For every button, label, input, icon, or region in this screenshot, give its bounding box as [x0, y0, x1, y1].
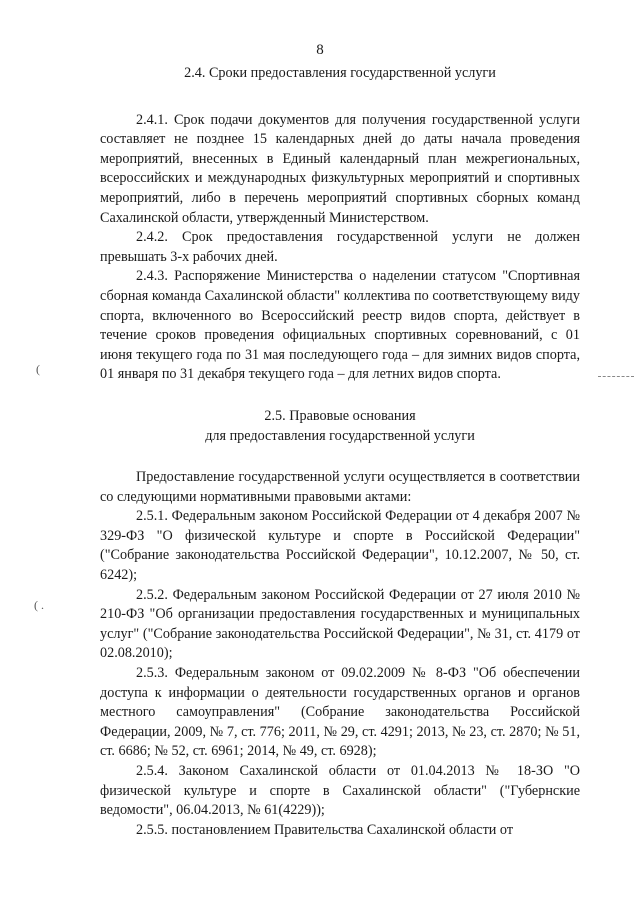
- paragraph: 2.4.1. Срок подачи документов для получения государственной услуги составляет не позднее 15 календарных дней до даты начала проведения мероприятий, внесенных в Единый календарный план межрегиональных, всероссийских и международных физкультурных мероприятий и спортивных мероприятий, либо в перечень мероприятий спортивных сборных команд Сахалинской области, утвержденный Министерством.: [100, 111, 580, 226]
- paragraph: 2.4.2. Срок предоставления государственной услуги не должен превышать 3-х рабочих дней.: [100, 229, 580, 265]
- paragraph: 2.5.3. Федеральным законом от 09.02.2009 № 8-ФЗ "Об обеспечении доступа к информации о деятельности государственных органов и органов местного самоуправления" (Собрание законодательства Российской Федерации, 2009, № 7, ст. 776; 2011, № 29, ст. 4291; 2013, № 23, ст. 2870; № 51, ст. 6686; № 52, ст. 6961; 2014, № 49, ст. 6928);: [100, 665, 580, 760]
- paragraph: 2.5.5. постановлением Правительства Сахалинской области от: [136, 821, 514, 838]
- document-body: [100, 64, 580, 840]
- section-heading: для предоставления государственной услуги: [205, 427, 475, 444]
- section-heading: 2.5. Правовые основания: [264, 407, 416, 424]
- paragraph: 2.5.2. Федеральным законом Российской Федерации от 27 июля 2010 № 210-ФЗ "Об организации предоставления государственных и муниципальных услуг" ("Собрание законодательства Российской Федерации", № 31, ст. 4179 от 02.08.2010);: [100, 586, 580, 662]
- paragraph: Предоставление государственной услуги осуществляется в соответствии со следующими нормативными правовыми актами:: [100, 469, 580, 505]
- scan-margin-mark: ( .: [34, 598, 44, 612]
- paragraph: 2.5.4. Законом Сахалинской области от 01.04.2013 № 18-ЗО "О физической культуре и спорте в Сахалинской области" ("Губернские ведомости", 06.04.2013, № 61(4229));: [100, 763, 580, 819]
- section-heading: 2.4. Сроки предоставления государственной услуги: [184, 65, 496, 81]
- scan-margin-dash: [598, 376, 634, 377]
- paragraph: 2.4.3. Распоряжение Министерства о наделении статусом "Спортивная сборная команда Сахалинской области" коллектива по соответствующему виду спорта, включенного во Всероссийский реестр видов спорта, действует в течение сроков проведения официальных спортивных соревнований, с 01 июня текущего года по 31 мая последующего года – для зимних видов спорта, 01 января по 31 декабря текущего года – для летних видов спорта.: [100, 268, 580, 383]
- scan-margin-mark: (: [36, 362, 40, 376]
- page-number: 8: [316, 42, 324, 58]
- paragraph: 2.5.1. Федеральным законом Российской Федерации от 4 декабря 2007 № 329-ФЗ "О физической культуре и спорте в Российской Федерации" ("Собрание законодательства Российской Федерации", 10.12.2007, № 50, ст. 6242);: [100, 508, 580, 584]
